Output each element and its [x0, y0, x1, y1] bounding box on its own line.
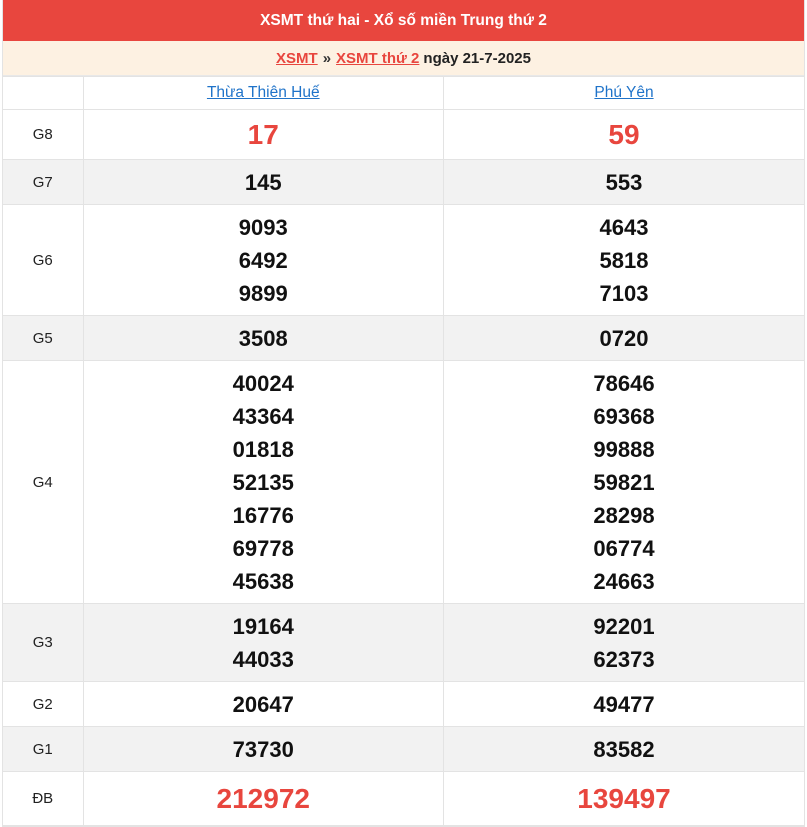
prize-number: 3508 — [238, 325, 288, 351]
prize-number: 0720 — [599, 325, 649, 351]
prize-number: 139497 — [577, 783, 671, 814]
prize-row — [3, 110, 804, 160]
prize-number: 52135 — [232, 469, 294, 495]
prize-number: 99888 — [593, 436, 655, 462]
prize-label: G7 — [3, 160, 83, 205]
prize-label: G1 — [3, 727, 83, 772]
prize-number: 20647 — [232, 691, 294, 717]
results-panel — [2, 0, 805, 827]
prize-cell — [444, 682, 805, 727]
province-link-2[interactable]: Phú Yên — [594, 84, 654, 101]
prize-cell — [83, 727, 444, 772]
prize-number: 28298 — [593, 502, 655, 528]
prize-cell — [83, 604, 444, 682]
prize-cell — [444, 604, 805, 682]
breadcrumb-link-xsmt-thu-2[interactable]: XSMT thứ 2 — [336, 49, 420, 67]
prize-number: 40024 — [232, 370, 294, 396]
prize-label: G3 — [3, 604, 83, 682]
prize-number: 5818 — [599, 247, 649, 273]
prize-cell — [444, 772, 805, 826]
prize-label: G2 — [3, 682, 83, 727]
prize-number: 212972 — [216, 783, 310, 814]
prize-number: 17 — [247, 119, 279, 150]
prize-number: 6492 — [238, 247, 288, 273]
prize-cell — [83, 361, 444, 604]
prize-number: 9093 — [238, 214, 288, 240]
prize-number: 4643 — [599, 214, 649, 240]
prize-cell — [444, 727, 805, 772]
draw-date: ngày 21-7-2025 — [423, 49, 531, 67]
prize-number: 16776 — [232, 502, 294, 528]
prize-number: 45638 — [232, 568, 294, 594]
prize-row — [3, 682, 804, 727]
prize-number: 19164 — [232, 613, 294, 639]
breadcrumb-link-xsmt[interactable]: XSMT — [276, 49, 318, 67]
prize-row — [3, 160, 804, 205]
prize-row — [3, 604, 804, 682]
prize-row — [3, 205, 804, 316]
prize-number: 59 — [608, 119, 640, 150]
header-empty-cell — [3, 77, 83, 110]
province-header-row — [3, 77, 804, 110]
prize-label: ĐB — [3, 772, 83, 826]
prize-number: 01818 — [232, 436, 294, 462]
prize-number: 24663 — [593, 568, 655, 594]
prize-number: 553 — [605, 169, 643, 195]
prize-number: 92201 — [593, 613, 655, 639]
province-header-cell — [444, 77, 805, 110]
prize-row — [3, 316, 804, 361]
prize-cell — [444, 160, 805, 205]
breadcrumb — [3, 41, 804, 76]
prize-cell — [444, 205, 805, 316]
prize-cell — [444, 110, 805, 160]
prize-number: 9899 — [238, 280, 288, 306]
prize-number: 62373 — [593, 646, 655, 672]
prize-number: 7103 — [599, 280, 649, 306]
prize-cell — [83, 682, 444, 727]
prize-cell — [83, 205, 444, 316]
prize-cell — [83, 160, 444, 205]
prize-cell — [444, 361, 805, 604]
prize-number: 78646 — [593, 370, 655, 396]
province-header-cell — [83, 77, 444, 110]
prize-number: 43364 — [232, 403, 294, 429]
prize-row — [3, 361, 804, 604]
prize-cell — [83, 110, 444, 160]
results-table — [3, 76, 804, 826]
prize-number: 44033 — [232, 646, 294, 672]
prize-cell — [444, 316, 805, 361]
prize-number: 59821 — [593, 469, 655, 495]
prize-cell — [83, 316, 444, 361]
page-title: XSMT thứ hai - Xổ số miền Trung thứ 2 — [3, 0, 804, 41]
prize-label: G4 — [3, 361, 83, 604]
prize-number: 49477 — [593, 691, 655, 717]
prize-row — [3, 727, 804, 772]
prize-number: 145 — [244, 169, 282, 195]
prize-label: G6 — [3, 205, 83, 316]
prize-number: 69368 — [593, 403, 655, 429]
prize-label: G8 — [3, 110, 83, 160]
prize-number: 73730 — [232, 736, 294, 762]
prize-number: 69778 — [232, 535, 294, 561]
prize-number: 06774 — [593, 535, 655, 561]
prize-row — [3, 772, 804, 826]
prize-number: 83582 — [593, 736, 655, 762]
prize-label: G5 — [3, 316, 83, 361]
prize-cell — [83, 772, 444, 826]
province-link-1[interactable]: Thừa Thiên Huế — [206, 84, 320, 101]
breadcrumb-separator: » — [322, 49, 332, 67]
